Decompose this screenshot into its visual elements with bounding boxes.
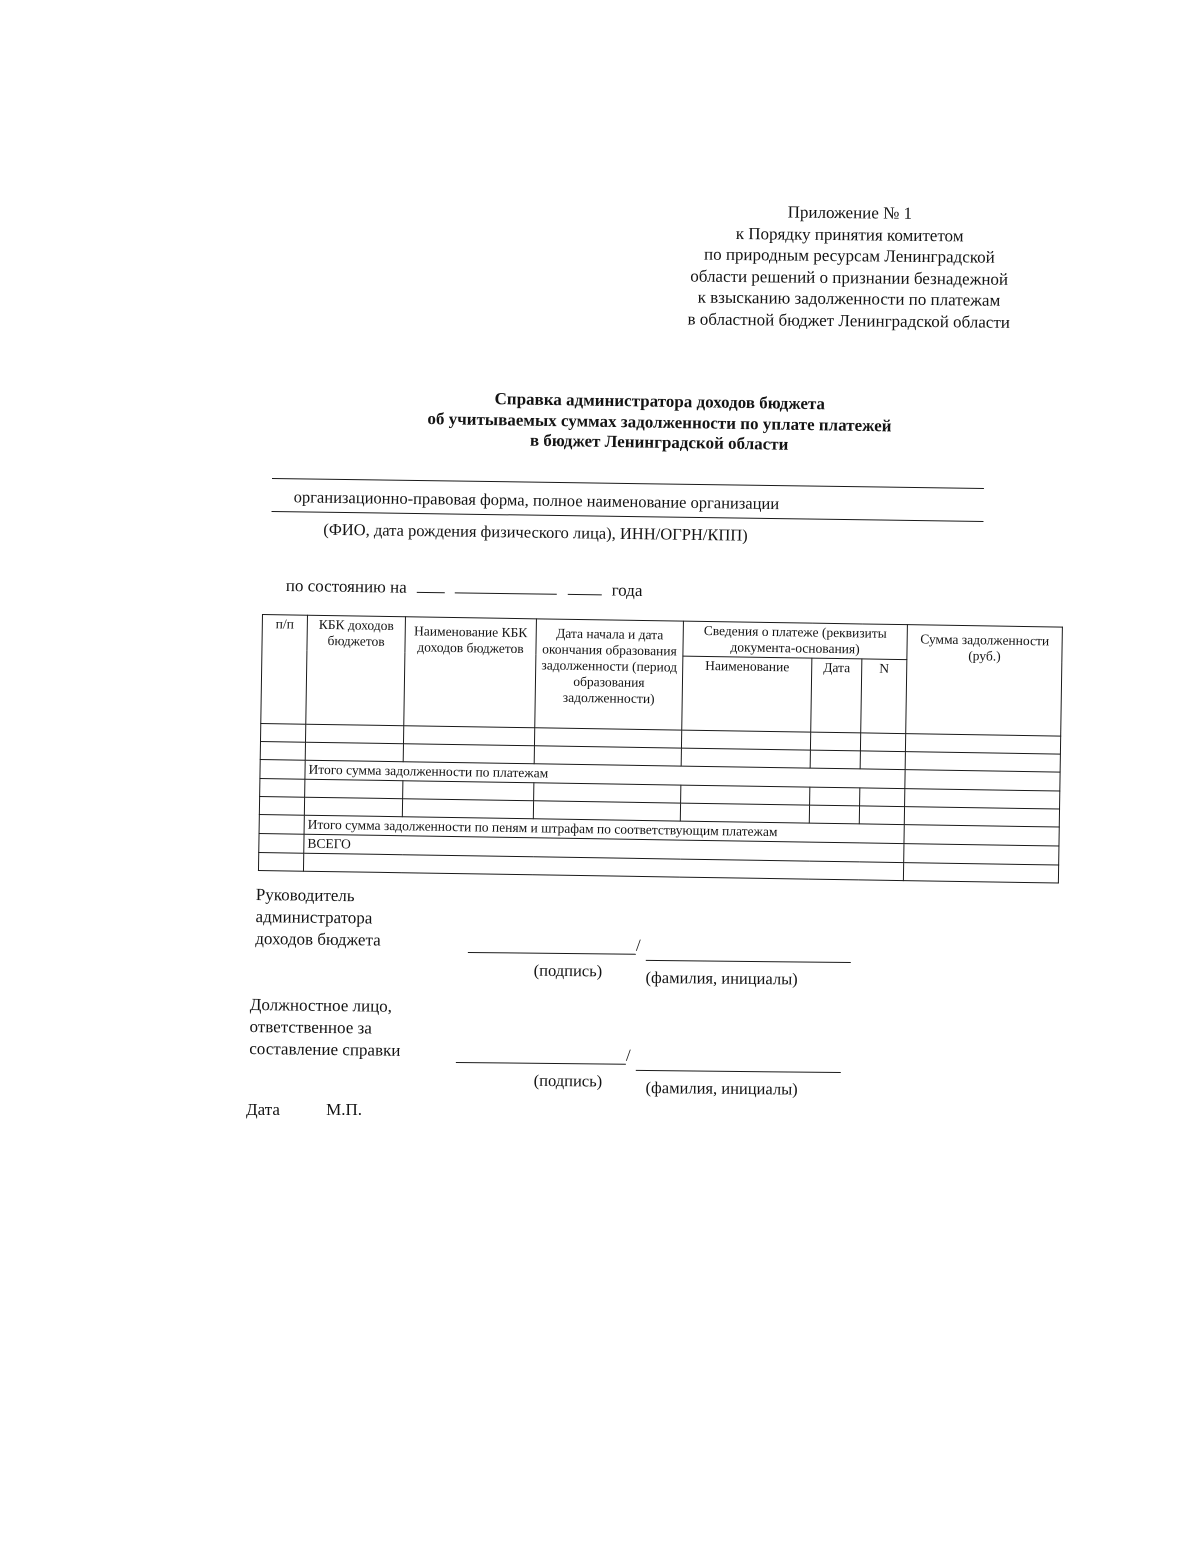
- document-title: [359, 387, 960, 458]
- header-amount: Сумма задолженности (руб.): [906, 625, 1063, 736]
- table-cell[interactable]: [859, 806, 904, 825]
- head-label-line: доходов бюджета: [255, 928, 381, 950]
- table-cell[interactable]: [905, 734, 1060, 754]
- as-of-suffix: года: [611, 580, 643, 600]
- table-cell[interactable]: [860, 788, 905, 807]
- table-cell: [259, 814, 304, 834]
- total-penalties-label: Итого сумма задолженности по пеням и штрафам по соответствующим платежам: [304, 815, 904, 843]
- header-payment-date: Дата: [811, 658, 862, 733]
- date-label: Дата: [246, 1100, 280, 1119]
- official-signature-label: [249, 994, 401, 1062]
- title-line: Справка администратора доходов бюджета: [494, 389, 826, 414]
- person-caption: (ФИО, дата рождения физического лица), ИНН/ОГРН/КПП): [323, 519, 748, 545]
- title-line: об учитываемых суммах задолженности по уплате платежей: [427, 408, 892, 435]
- table-cell[interactable]: [260, 778, 305, 797]
- table-cell[interactable]: [810, 787, 860, 806]
- as-of-day-blank[interactable]: [417, 578, 445, 593]
- appendix-line: Приложение № 1: [787, 202, 913, 223]
- table-cell[interactable]: [304, 797, 402, 817]
- table-cell[interactable]: [305, 742, 403, 762]
- organization-caption: организационно-правовая форма, полное наименование организации: [293, 487, 780, 514]
- as-of-year-blank[interactable]: [567, 580, 601, 595]
- head-signature-fields: [467, 935, 858, 1004]
- table-cell[interactable]: [681, 748, 810, 768]
- table-cell[interactable]: [260, 723, 305, 742]
- head-slash: /: [635, 935, 641, 955]
- title-line: в бюджет Ленинградской области: [529, 430, 789, 454]
- official-signature-line[interactable]: [456, 1062, 626, 1065]
- official-name-line[interactable]: [636, 1070, 841, 1073]
- table-cell: [258, 852, 303, 871]
- head-name-line[interactable]: [646, 960, 851, 963]
- official-signature-fields: [455, 1045, 846, 1114]
- table-cell[interactable]: [402, 799, 533, 819]
- footer: [246, 1100, 362, 1120]
- header-payment-name: Наименование: [682, 656, 812, 732]
- appendix-line: к взысканию задолженности по платежам: [697, 287, 1001, 310]
- table-cell[interactable]: [403, 726, 534, 746]
- stamp-label: М.П.: [326, 1100, 363, 1119]
- table-cell[interactable]: [903, 863, 1058, 883]
- appendix-header: [639, 200, 1060, 333]
- total-penalties-amount[interactable]: [904, 825, 1059, 846]
- appendix-line: по природным ресурсам Ленинградской: [703, 244, 995, 267]
- grand-total-amount[interactable]: [904, 844, 1059, 865]
- table-cell[interactable]: [533, 801, 680, 821]
- table-cell: [259, 833, 304, 853]
- as-of-month-blank[interactable]: [455, 578, 557, 594]
- table-cell[interactable]: [810, 750, 860, 769]
- debt-table: [258, 614, 1063, 884]
- table-cell[interactable]: [681, 730, 810, 750]
- appendix-line: к Порядку принятия комитетом: [735, 223, 964, 245]
- official-label-line: Должностное лицо,: [249, 994, 393, 1016]
- head-signature-label: [255, 884, 381, 952]
- official-slash: /: [625, 1045, 631, 1065]
- table-cell[interactable]: [681, 785, 810, 805]
- table-cell[interactable]: [860, 733, 905, 752]
- table-cell[interactable]: [534, 728, 681, 748]
- table-cell[interactable]: [860, 751, 905, 770]
- header-payment-n: N: [861, 659, 907, 734]
- table-cell[interactable]: [534, 746, 681, 766]
- total-payments-label: Итого сумма задолженности по платежам: [305, 760, 905, 788]
- table-cell[interactable]: [809, 805, 859, 824]
- as-of-date: [286, 576, 643, 601]
- head-name-caption: (фамилия, инициалы): [645, 967, 798, 989]
- table-cell[interactable]: [305, 779, 403, 799]
- head-signature-line[interactable]: [468, 952, 636, 955]
- total-payments-amount[interactable]: [905, 770, 1060, 791]
- head-label-line: администратора: [255, 906, 373, 928]
- table-cell[interactable]: [259, 796, 304, 815]
- header-kbk: КБК доходов бюджетов: [306, 615, 406, 726]
- head-label-line: Руководитель: [255, 884, 355, 906]
- table-cell[interactable]: [403, 781, 534, 801]
- table-cell: [260, 759, 305, 779]
- table-cell[interactable]: [905, 752, 1060, 772]
- as-of-prefix: по состоянию на: [285, 576, 407, 597]
- header-num: п/п: [261, 615, 308, 725]
- header-row: [262, 615, 1062, 663]
- organization-fields: [271, 478, 984, 549]
- table-cell[interactable]: [305, 724, 403, 744]
- header-payment: Сведения о платеже (реквизиты документа-основания): [683, 621, 908, 660]
- header-kbk-name: Наименование КБК доходов бюджетов: [404, 617, 537, 728]
- head-sign-caption: (подпись): [533, 960, 603, 981]
- header-period: Дата начала и дата окончания образования задолженности (период образования задолженности): [535, 619, 684, 730]
- appendix-line: в областной бюджет Ленинградской области: [687, 309, 1011, 332]
- table-cell[interactable]: [534, 783, 681, 803]
- appendix-line: области решений о признании безнадежной: [690, 266, 1009, 289]
- table-cell[interactable]: [810, 732, 860, 751]
- table-cell[interactable]: [403, 744, 534, 764]
- grand-total-label: ВСЕГО: [304, 834, 904, 862]
- official-label-line: ответственное за: [249, 1016, 372, 1038]
- table-cell[interactable]: [680, 803, 809, 823]
- official-sign-caption: (подпись): [533, 1070, 603, 1091]
- official-name-caption: (фамилия, инициалы): [645, 1077, 798, 1099]
- organization-name-line[interactable]: [272, 478, 984, 489]
- table-cell[interactable]: [260, 741, 305, 760]
- debt-table-wrapper: [258, 614, 1062, 884]
- official-label-line: составление справки: [249, 1038, 401, 1060]
